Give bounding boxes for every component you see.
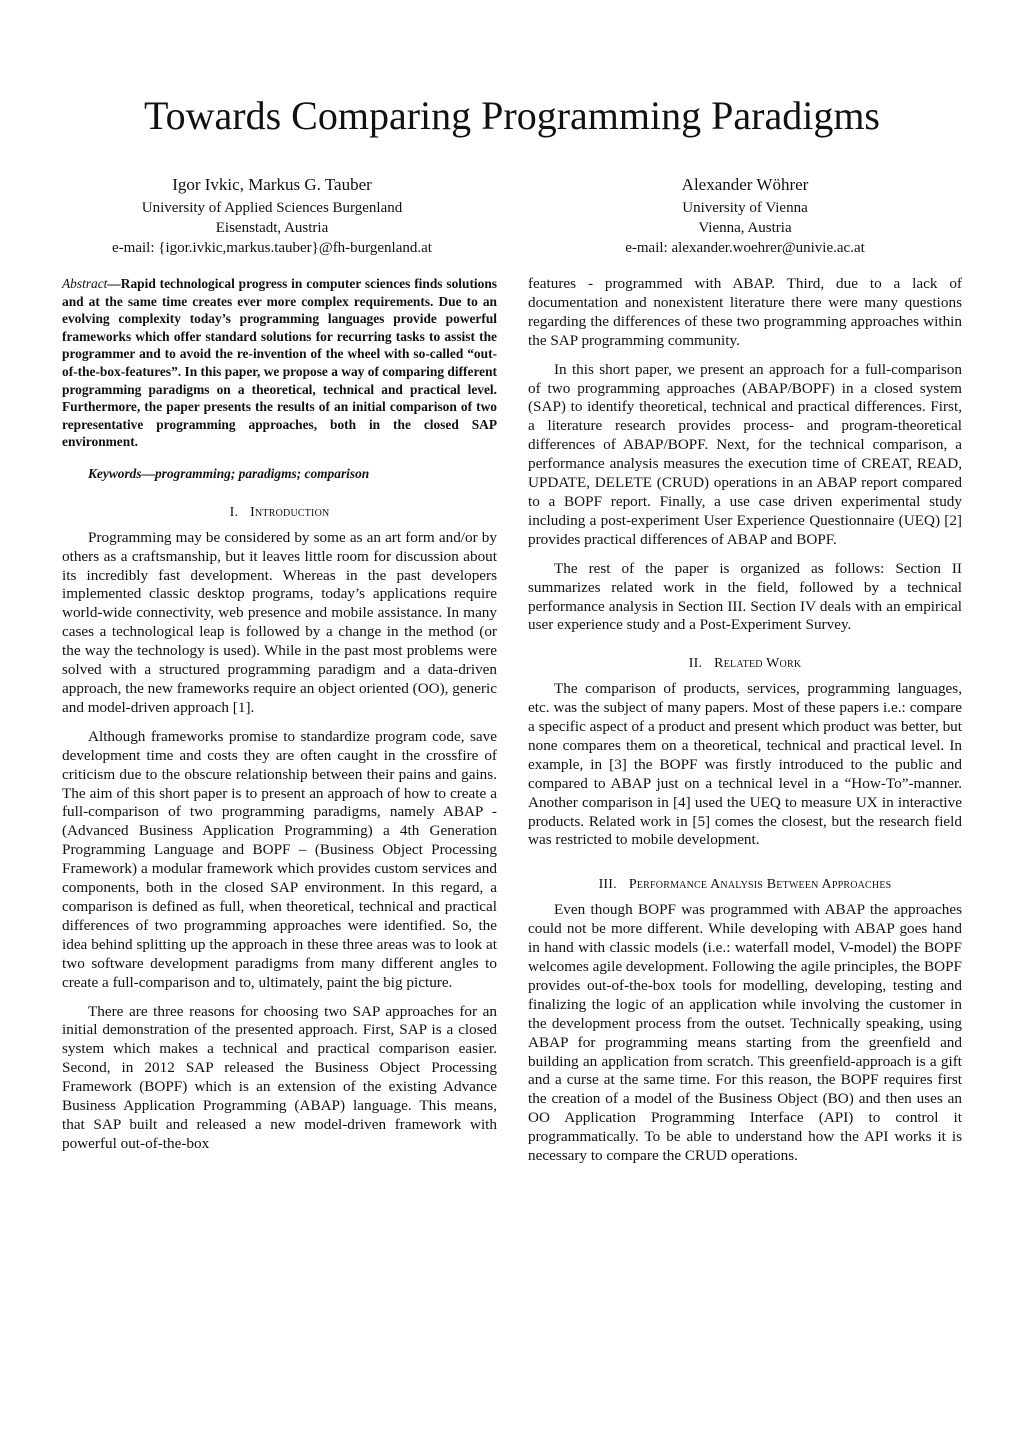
paragraph: The comparison of products, services, programming languages, etc. was the subject of many papers. Most of these papers i.e.: compare a specific aspect of a product and present which product was better, but none compares them on a theoretical, technical and practical level. In example, in [3] the BOPF was firstly introduced to the public and compared to ABAP just on a technical level in a “How-To”-manner. Another comparison in [4] used the UEQ to measure UX in interactive products. Related work in [5] comes the closest, but the research field was restricted to mobile development. [528,680,962,849]
section-title: Related Work [714,656,802,672]
section-title: Performance Analysis Between Approaches [628,877,892,893]
abstract-dash: — [107,276,121,291]
paragraph: The rest of the paper is organized as follows: Section II summarizes related work in the field, followed by a technical performance analysis in Section III. Section IV deals with an empirical user experience study and a Post-Experiment Survey. [528,559,962,634]
keywords: Keywords—programming; paradigms; comparison [88,465,370,481]
abstract [62,275,497,451]
paragraph: Even though BOPF was programmed with ABAP the approaches could not be more different. While developing with ABAP goes hand in hand with classic models (i.e.: waterfall model, V-model) the BOPF welcomes agile development. Following the agile principles, the BOPF provides out-of-the-box tools for modelling, developing, testing and finalizing the logic of an application while involving the customer in the development process from the outset. Technically speaking, using ABAP for programming means starting from the greenfield and building an application from scratch. This greenfield-approach is a gift and a curse at the same time. For this reason, the BOPF requires first the creation of a model of the Business Object (BO) and then uses an OO Application Programming Interface (API) to control it programmatically. To be able to understand how the API works it is necessary to compare the CRUD operations. [528,901,962,1165]
author-location: Vienna, Austria [698,220,792,236]
section-number: II. [688,656,703,672]
author-location: Eisenstadt, Austria [215,220,329,236]
right-column [528,275,962,1166]
paragraph-continuation: features - programmed with ABAP. Third, due to a lack of documentation and nonexistent literature there were many questions regarding the differences of these two programming approaches within the SAP programming community. [528,275,962,349]
author-block-primary [62,174,482,258]
section-heading-related-work [528,655,962,674]
author-affiliation: University of Vienna [682,200,808,216]
paragraph: In this short paper, we present an approach for a full-comparison of two programming approaches (ABAP/BOPF) in a closed system (SAP) to identify theoretical, technical and practical differences. First, a literature research provides process- and program-theoretical differences of ABAP/BOPF. Next, for the technical comparison, a performance analysis measures the execution time of CREAT, READ, UPDATE, DELETE (CRUD) operations in an ABAP report compared to a BOPF report. Finally, a use case driven experimental study including a post-experiment User Experience Questionnaire (UEQ) [2] provides practical differences of ABAP and BOPF. [528,360,962,548]
paragraph: Programming may be considered by some as an art form and/or by others as a craftsmanship, but it leaves little room for discussion about its incredibly fast development. Whereas in the past developers implemented classic desktop programs, today’s applications require world-wide connectivity, web presence and mobile assistance. In many cases a technological leap is followed by a change in the method (or the way the technology is used). While in the past most problems were solved with a structured programming paradigm and a data-driven approach, the new frameworks require an object oriented (OO), generic and model-driven approach [1]. [62,528,497,716]
paragraph: There are three reasons for choosing two SAP approaches for an initial demonstration of the presented approach. First, SAP is a closed system which makes a technical and practical comparison easier. Second, in 2012 SAP released the Business Object Processing Framework (BOPF) which is an extension of the existing Advance Business Application Programming (ABAP) language. This means, that SAP built and released a new model-driven framework with powerful out-of-the-box [62,1002,497,1152]
author-names: Igor Ivkic, Markus G. Tauber [172,175,372,194]
section-number: I. [229,504,239,520]
section-heading-performance-analysis [528,876,962,895]
author-block-secondary [585,174,905,258]
abstract-lead: Abstract [62,276,108,291]
section-number: III. [598,877,617,893]
author-affiliation: University of Applied Sciences Burgenland [141,200,403,216]
abstract-text: Rapid technological progress in computer sciences finds solutions and at the same time creates ever more complex requirements. Due to an evolving complexity today’s programming languages provide powerful frameworks which offer standard solutions for recurring tasks to assist the programmer and to avoid the re-invention of the wheel with so-called “out-of-the-box-features”. In this paper, we propose a way of comparing different programming paradigms on a theoretical, technical and practical level. Furthermore, the paper presents the results of an initial comparison of two representative programming approaches, both in the closed SAP environment. [62,276,497,450]
section-heading-introduction [62,504,497,523]
left-column [62,275,497,1154]
author-email: e-mail: alexander.woehrer@univie.ac.at [625,240,865,256]
page-title: Towards Comparing Programming Paradigms [144,93,880,138]
author-names: Alexander Wöhrer [681,175,809,194]
paragraph: Although frameworks promise to standardize program code, save development time and costs they are often caught in the crossfire of criticism due to the obscure relationship between their pains and gains. The aim of this short paper is to present an approach of how to create a full-comparison of two programming paradigms, namely ABAP - (Advanced Business Application Programming) a 4th Generation Programming Language and BOPF – (Business Object Processing Framework) a modular framework which provides custom services and components, both in the closed SAP environment. In this regard, a comparison is defined as full, when theoretical, technical and practical differences of two programming approaches were identified. So, the idea behind splitting up the approach in these three areas was to look at two software development paradigms from many different angles to create a full-comparison and to, ultimately, paint the big picture. [62,727,497,991]
author-email: e-mail: {igor.ivkic,markus.tauber}@fh-burgenland.at [112,240,432,256]
section-title: Introduction [250,504,330,520]
